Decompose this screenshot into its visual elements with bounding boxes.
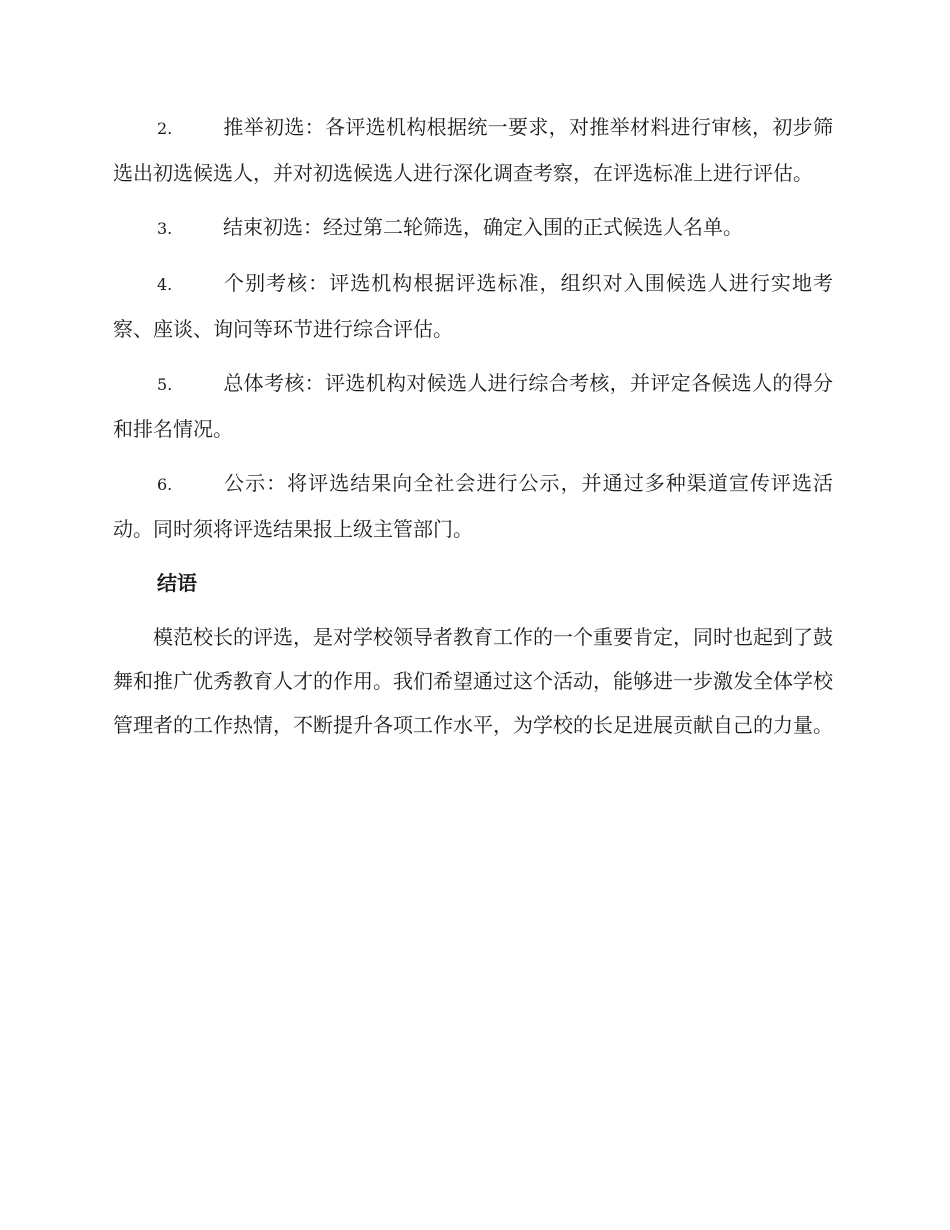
list-item-4 bbox=[113, 261, 833, 351]
list-item-text: 个别考核：评选机构根据评选标准，组织对入围候选人进行实地考察、座谈、询问等环节进行综合评估。 bbox=[113, 271, 833, 341]
list-item-text: 总体考核：评选机构对候选人进行综合考核，并评定各候选人的得分和排名情况。 bbox=[113, 371, 833, 441]
list-item-number: 3. bbox=[157, 219, 173, 238]
list-item-text: 推举初选：各评选机构根据统一要求，对推举材料进行审核，初步筛选出初选候选人，并对初选候选人进行深化调查考察，在评选标准上进行评估。 bbox=[113, 115, 833, 185]
conclusion-heading: 结语 bbox=[157, 571, 197, 595]
list-item-number: 2. bbox=[157, 119, 173, 138]
list-item-number: 6. bbox=[157, 475, 173, 494]
list-item-text: 结束初选：经过第二轮筛选，确定入围的正式候选人名单。 bbox=[223, 215, 743, 239]
list-item-6 bbox=[113, 461, 833, 551]
conclusion-paragraph: 模范校长的评选，是对学校领导者教育工作的一个重要肯定，同时也起到了鼓舞和推广优秀教育人才的作用。我们希望通过这个活动，能够进一步激发全体学校管理者的工作热情，不断提升各项工作水平，为学校的长足进展贡献自己的力量。 bbox=[113, 625, 833, 737]
list-item-number: 5. bbox=[157, 375, 173, 394]
list-item-3 bbox=[113, 205, 833, 251]
document-page bbox=[113, 105, 833, 747]
list-item-number: 4. bbox=[157, 275, 173, 294]
list-item-text: 公示：将评选结果向全社会进行公示，并通过多种渠道宣传评选活动。同时须将评选结果报上级主管部门。 bbox=[113, 471, 833, 541]
list-item-5 bbox=[113, 361, 833, 451]
list-item-2 bbox=[113, 105, 833, 195]
